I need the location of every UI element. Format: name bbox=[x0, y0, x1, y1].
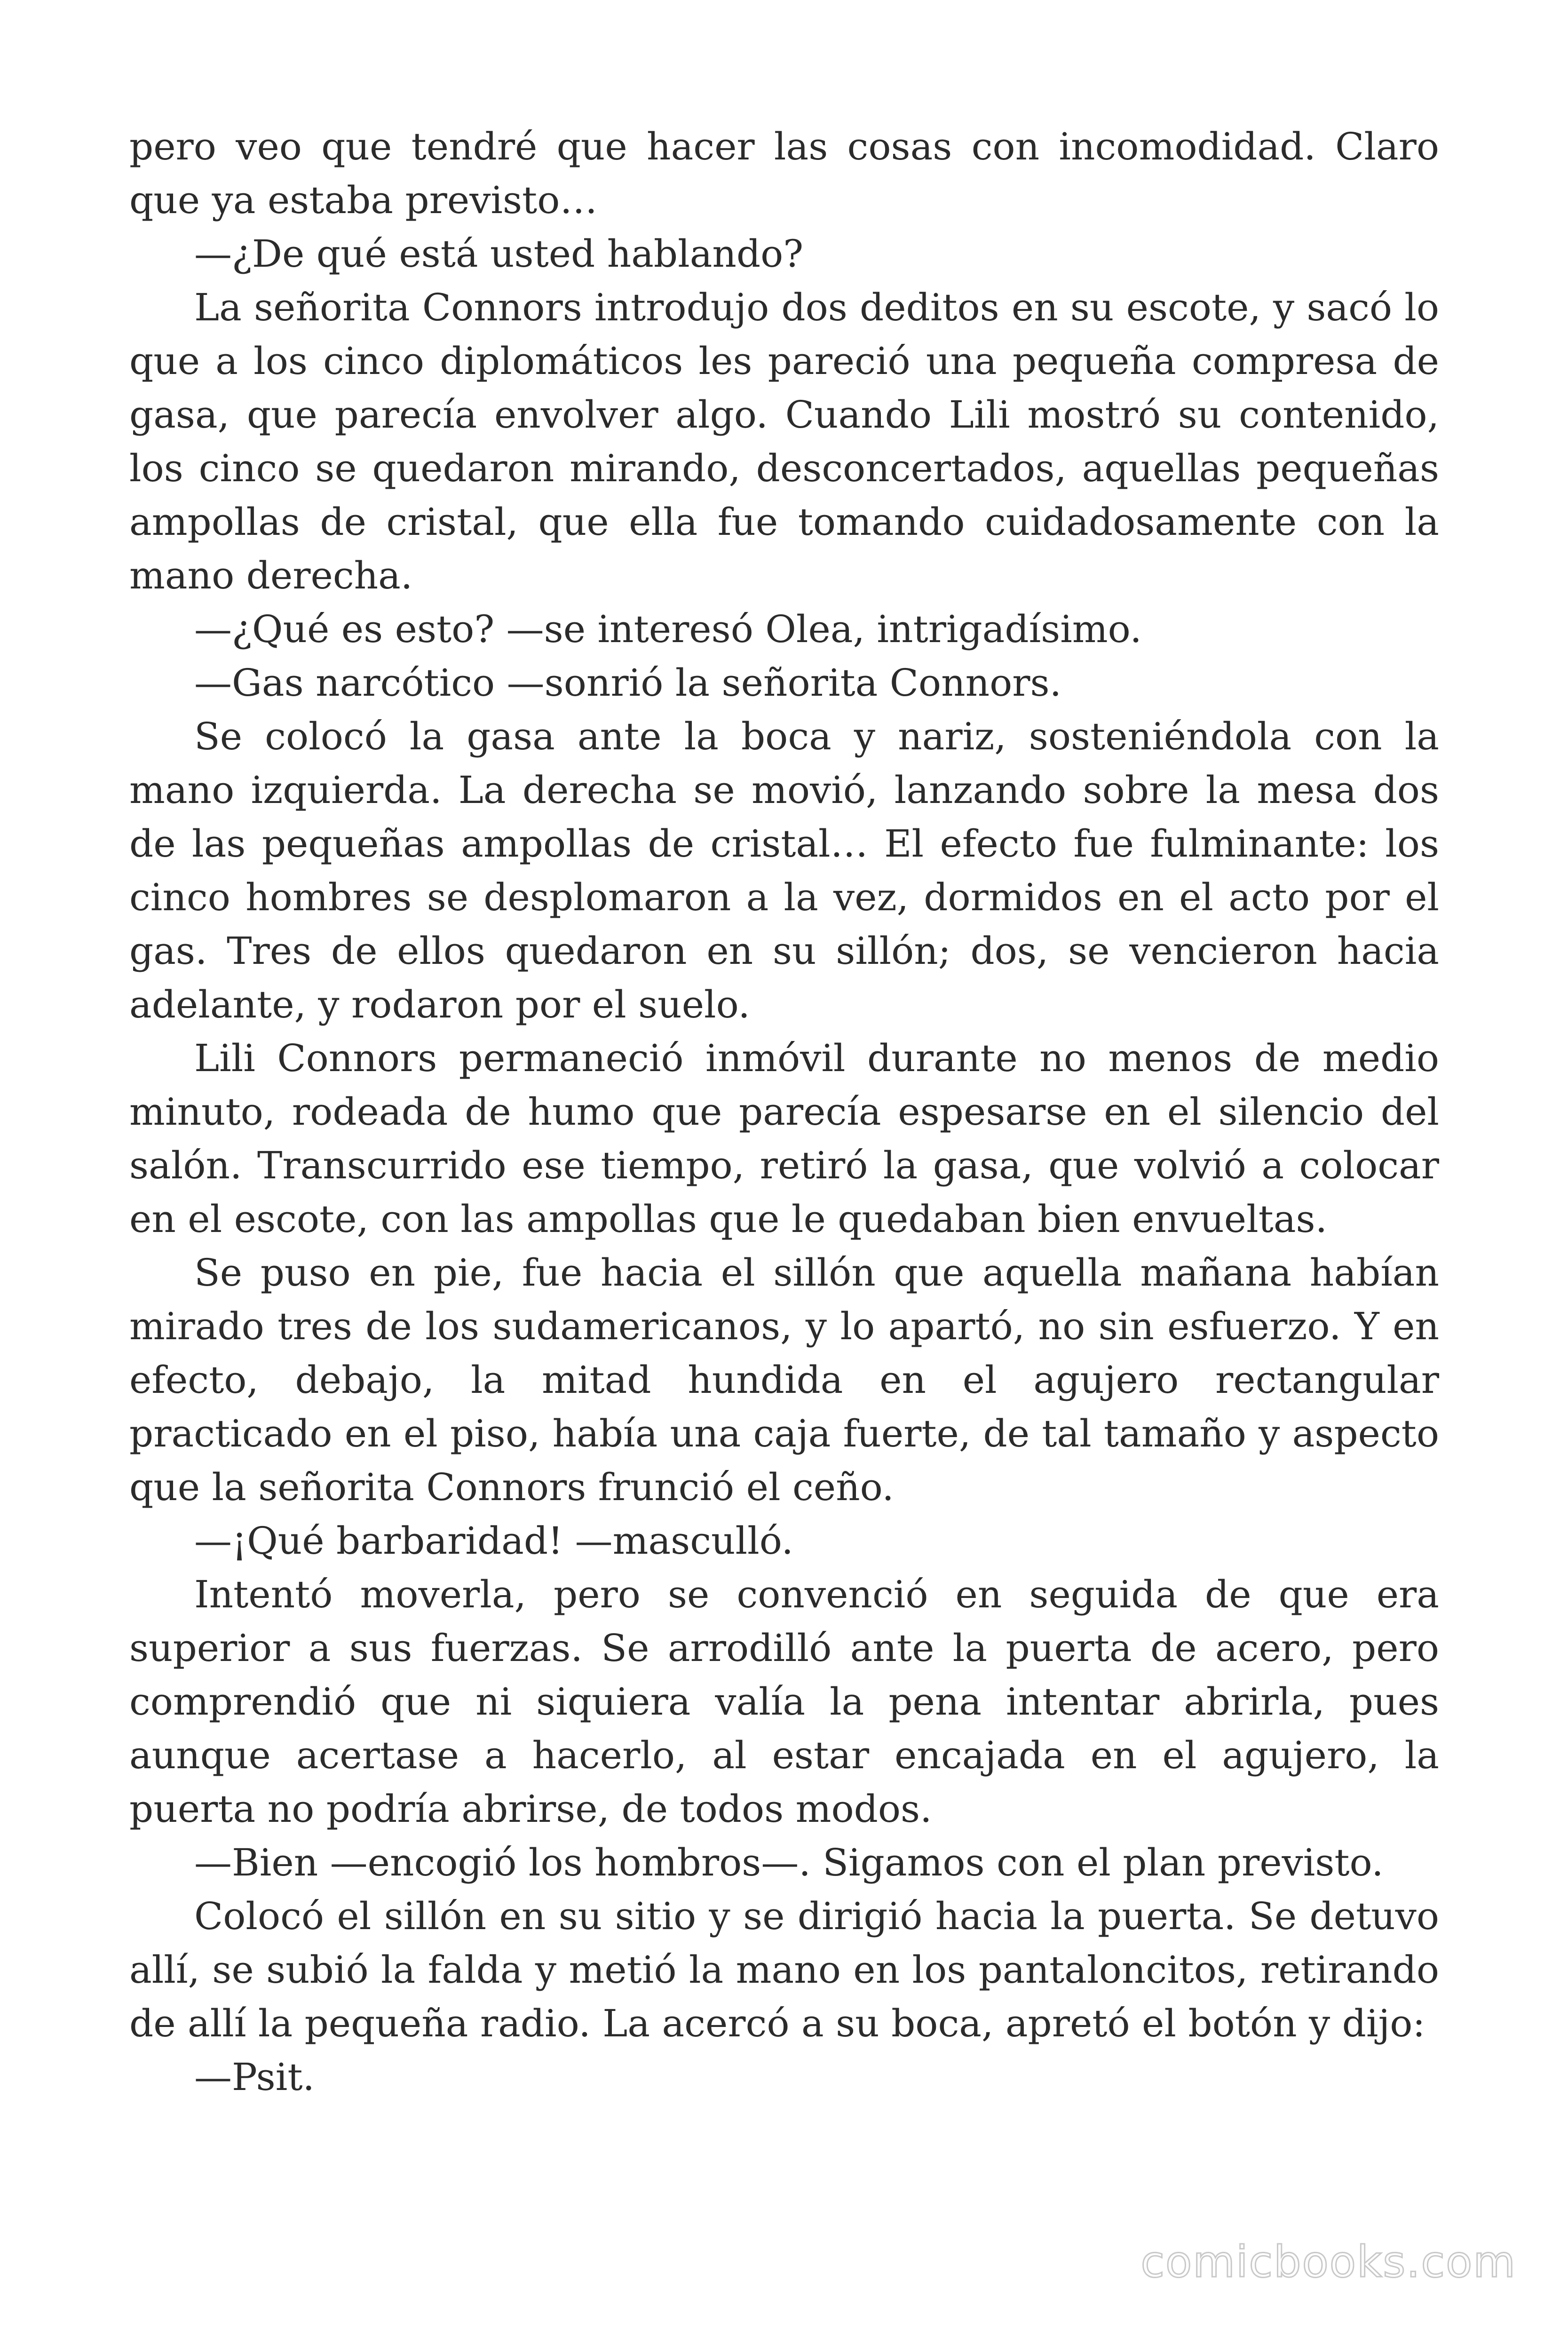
paragraph-3: La señorita Connors introdujo dos deditos en su escote, y sacó lo que a los cinco diplomáticos les pareció una pequeña compresa de gasa, que parecía envolver algo. Cuando Lili mostró su contenido, los cinco se quedaron mirando, desconcertados, aquellas pequeñas ampollas de cristal, que ella fue tomando cuidadosamente con la mano derecha. bbox=[129, 286, 1439, 597]
paragraph-7: Lili Connors permaneció inmóvil durante no menos de medio minuto, rodeada de humo que parecía espesarse en el silencio del salón. Transcurrido ese tiempo, retiró la gasa, que volvió a colocar en el escote, con las ampollas que le quedaban bien envueltas. bbox=[129, 1036, 1439, 1241]
paragraph-2: —¿De qué está usted hablando? bbox=[194, 232, 804, 276]
paragraph-10: Intentó moverla, pero se convenció en seguida de que era superior a sus fuerzas. Se arrodilló ante la puerta de acero, pero comprendió que ni siquiera valía la pena intentar abrirla, pues aunque acertase a hacerlo, al estar encajada en el agujero, la puerta no podría abrirse, de todos modos. bbox=[129, 1573, 1439, 1831]
paragraph-8: Se puso en pie, fue hacia el sillón que aquella mañana habían mirado tres de los sudamericanos, y lo apartó, no sin esfuerzo. Y en efecto, debajo, la mitad hundida en el agujero rectangular practicado en el piso, había una caja fuerte, de tal tamaño y aspecto que la señorita Connors frunció el ceño. bbox=[129, 1251, 1439, 1509]
paragraph-5: —Gas narcótico —sonrió la señorita Connors. bbox=[194, 661, 1062, 705]
paragraph-6: Se colocó la gasa ante la boca y nariz, sosteniéndola con la mano izquierda. La derecha se movió, lanzando sobre la mesa dos de las pequeñas ampollas de cristal… El efecto fue fulminante: los cinco hombres se desplomaron a la vez, dormidos en el acto por el gas. Tres de ellos quedaron en su sillón; dos, se vencieron hacia adelante, y rodaron por el suelo. bbox=[129, 715, 1439, 1026]
paragraph-9: —¡Qué barbaridad! —masculló. bbox=[194, 1519, 793, 1563]
paragraph-11: —Bien —encogió los hombros—. Sigamos con el plan previsto. bbox=[194, 1841, 1384, 1884]
paragraph-4: —¿Qué es esto? —se interesó Olea, intrigadísimo. bbox=[194, 607, 1142, 651]
page-body bbox=[129, 120, 1439, 2104]
paragraph-1: pero veo que tendré que hacer las cosas con incomodidad. Claro que ya estaba previsto… bbox=[129, 125, 1439, 222]
paragraph-12: Colocó el sillón en su sitio y se dirigió hacia la puerta. Se detuvo allí, se subió la falda y metió la mano en los pantaloncitos, retirando de allí la pequeña radio. La acercó a su boca, apretó el botón y dijo: bbox=[129, 1894, 1439, 2045]
paragraph-13: —Psit. bbox=[194, 2055, 315, 2099]
watermark: comicbooks.com bbox=[1140, 2237, 1516, 2287]
